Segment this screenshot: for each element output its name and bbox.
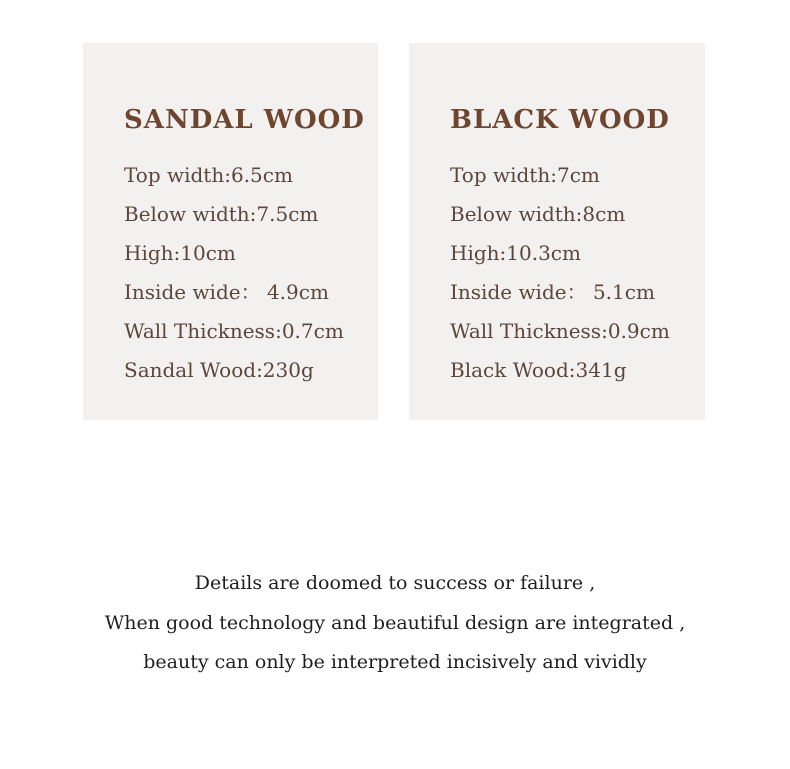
- spec-card-black-wood: [409, 43, 705, 420]
- tagline-block: [0, 564, 790, 683]
- spec-line-wall-thickness: Wall Thickness:0.9cm: [450, 319, 670, 343]
- spec-line-top-width: Top width:7cm: [450, 163, 600, 187]
- card-title-black-wood: BLACK WOOD: [450, 105, 670, 135]
- spec-line-weight: Black Wood:341g: [450, 358, 627, 382]
- spec-line-inside-wide: Inside wide： 5.1cm: [450, 280, 655, 304]
- spec-line-below-width: Below width:8cm: [450, 202, 626, 226]
- tagline-line-3: beauty can only be interpreted incisively and vividly: [143, 651, 647, 673]
- spec-line-inside-wide: Inside wide： 4.9cm: [124, 280, 329, 304]
- card-title-sandal-wood: SANDAL WOOD: [124, 105, 365, 135]
- spec-card-sandal-wood: [83, 43, 378, 420]
- spec-line-wall-thickness: Wall Thickness:0.7cm: [124, 319, 344, 343]
- spec-line-high: High:10cm: [124, 241, 236, 265]
- spec-line-below-width: Below width:7.5cm: [124, 202, 319, 226]
- spec-line-weight: Sandal Wood:230g: [124, 358, 314, 382]
- spec-list-black-wood: [450, 156, 675, 390]
- spec-line-top-width: Top width:6.5cm: [124, 163, 293, 187]
- tagline-line-2: When good technology and beautiful design are integrated ,: [104, 611, 686, 634]
- spec-line-high: High:10.3cm: [450, 241, 581, 265]
- spec-list-sandal-wood: [124, 156, 348, 390]
- tagline-line-1: Details are doomed to success or failure ,: [194, 572, 596, 594]
